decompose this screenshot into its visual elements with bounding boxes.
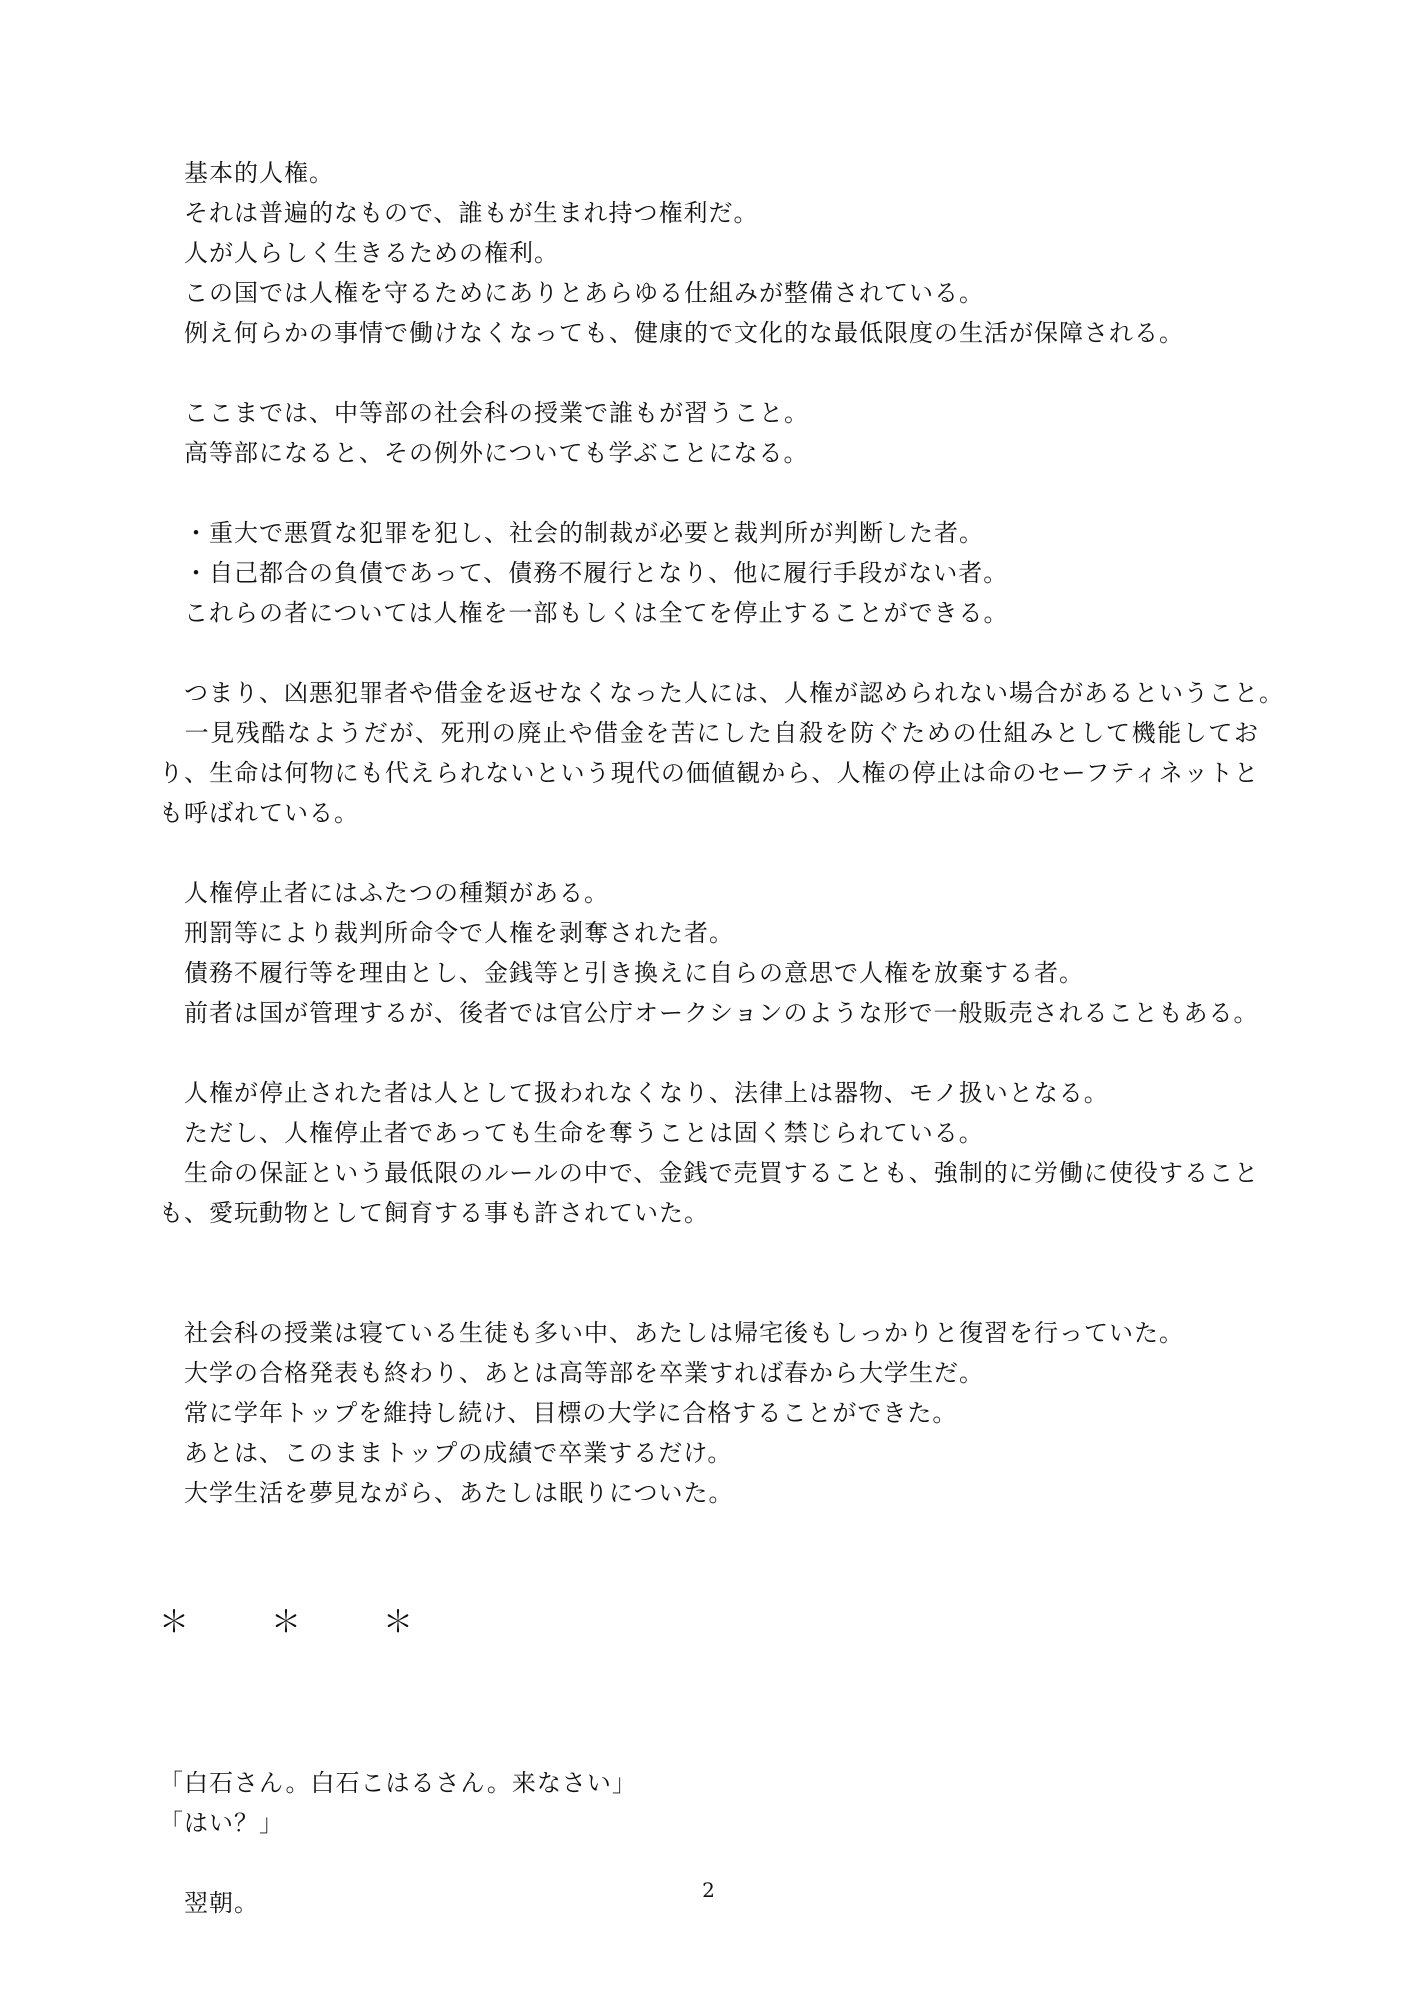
text-line: ただし、人権停止者であっても生命を奪うことは固く禁じられている。 [159,1119,984,1147]
text-line: 高等部になると、その例外についても学ぶことになる。 [159,439,809,467]
paragraph-gap [159,1033,1259,1073]
text-line: 人権停止者にはふたつの種類がある。 [159,879,609,907]
text-line: 社会科の授業は寝ている生徒も多い中、あたしは帰宅後もしっかりと復習を行っていた。 [159,1319,1184,1347]
paragraph-gap [159,833,1259,873]
paragraph-gap [159,1233,1259,1313]
text-line: 大学の合格発表も終わり、あとは高等部を卒業すれば春から大学生だ。 [159,1359,984,1387]
text-line: 翌朝。 [159,1889,259,1917]
paragraph-gap [159,353,1259,393]
dialogue-line: 「はい？」 [159,1809,284,1837]
paragraph-gap [159,473,1259,513]
body-text [159,153,1284,1923]
text-line: ここまでは、中等部の社会科の授業で誰もが習うこと。 [159,399,809,427]
text-line: それは普遍的なもので、誰もが生まれ持つ権利だ。 [159,199,759,227]
paragraph-gap [159,1653,1259,1763]
text-line: これらの者については人権を一部もしくは全てを停止することができる。 [159,599,1009,627]
text-line: 例え何らかの事情で働けなくなっても、健康的で文化的な最低限度の生活が保障される。 [159,319,1184,347]
text-paragraph: 一見残酷なようだが、死刑の廃止や借金を苦にした自殺を防ぐための仕組みとして機能しており、生命は何物にも代えられないという現代の価値観から、人権の停止は命のセーフティネットとも呼ばれている。 [159,719,1259,827]
text-line: 前者は国が管理するが、後者では官公庁オークションのような形で一般販売されることもある。 [159,999,1259,1027]
text-line: あとは、このままトップの成績で卒業するだけ。 [159,1439,733,1467]
text-paragraph: 生命の保証という最低限のルールの中で、金銭で売買することも、強制的に労働に使役することも、愛玩動物として飼育する事も許されていた。 [159,1159,1259,1227]
text-line: 大学生活を夢見ながら、あたしは眠りについた。 [159,1479,734,1507]
text-line: 刑罰等により裁判所命令で人権を剥奪された者。 [159,919,734,947]
scene-break: ＊ ＊ ＊ [159,1605,439,1640]
text-line: つまり、凶悪犯罪者や借金を返せなくなった人には、人権が認められない場合があるということ。 [159,679,1284,707]
page-number: 2 [702,1878,715,1902]
text-line: 常に学年トップを維持し続け、目標の大学に合格することができた。 [159,1399,958,1427]
text-line: この国では人権を守るためにありとあらゆる仕組みが整備されている。 [159,279,984,307]
dialogue-line: 「白石さん。白石こはるさん。来なさい」 [159,1769,637,1797]
text-line: 基本的人権。 [159,159,334,187]
text-line: ・重大で悪質な犯罪を犯し、社会的制裁が必要と裁判所が判断した者。 [159,519,984,547]
paragraph-gap [159,633,1259,673]
text-line: ・自己都合の負債であって、債務不履行となり、他に履行手段がない者。 [159,559,1009,587]
paragraph-gap [159,1513,1259,1593]
text-line: 債務不履行等を理由とし、金銭等と引き換えに自らの意思で人権を放棄する者。 [159,959,1084,987]
text-line: 人権が停止された者は人として扱われなくなり、法律上は器物、モノ扱いとなる。 [159,1079,1109,1107]
text-line: 人が人らしく生きるための権利。 [159,239,559,267]
